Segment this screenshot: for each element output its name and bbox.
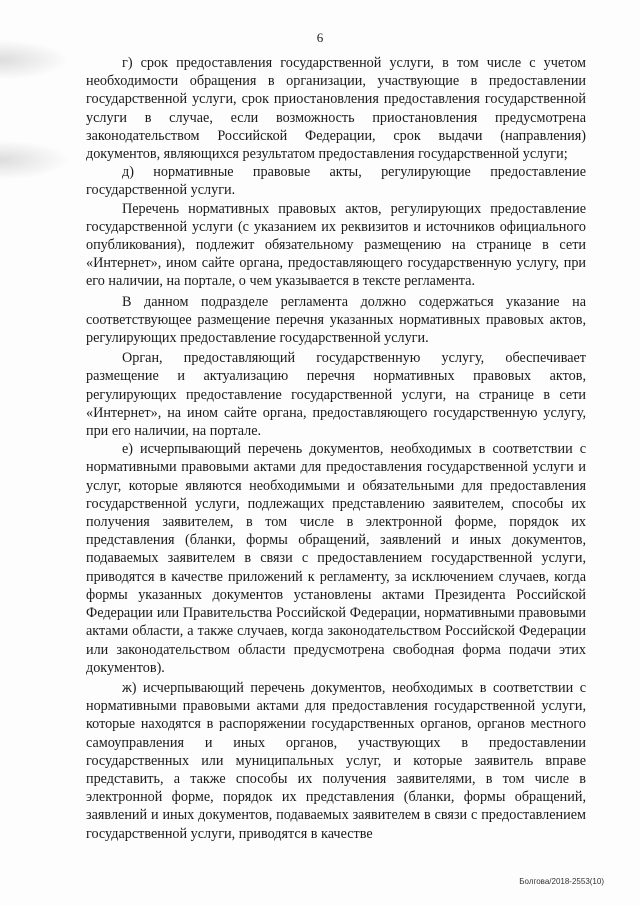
document-footer-code: Болгова/2018-2553(10) — [519, 877, 604, 886]
page-number: 6 — [316, 30, 324, 45]
paragraph-authority-duty: Орган, предоставляющий государственную услугу, обеспечивает размещение и актуализацию перечня нормативных правовых актов, регулирующих предоставление государственной услуги, на странице в сети «Интернет», на ином сайте органа, предоставляющего государственную услугу, при его наличии, на портале. — [86, 350, 586, 440]
scan-artifact — [0, 40, 70, 80]
paragraph-e: е) исчерпывающий перечень документов, необходимых в соответствии с нормативными правовыми актами для предоставления государственной услуги и услуг, которые являются необходимыми и обязательными для предоставления государственной услуги, подлежащих представлению заявителем, способы их получения заявителем, в том числе в электронной форме, порядок их представления (бланки, формы обращений, заявлений и иных документов, подаваемых заявителем в связи с предоставлением государственной услуги, приводятся в качестве приложений к регламенту, за исключением случаев, когда формы указанных документов установлены актами Президента Российской Федерации или Правительства Российской Федерации, нормативными правовыми актами области, а также случаев, когда законодательством Российской Федерации или законодательством области предусмотрена свободная форма подачи этих документов). — [86, 441, 586, 676]
paragraph-d: д) нормативные правовые акты, регулирующие предоставление государственной услуги. — [86, 164, 586, 199]
document-body — [86, 54, 586, 843]
paragraph-g: г) срок предоставления государственной услуги, в том числе с учетом необходимости обращения в организации, участвующие в предоставлении государственной услуги, срок приостановления предоставления государственной услуги в случае, если возможность приостановления предусмотрена законодательством Российской Федерации, срок выдачи (направления) документов, являющихся результатом предоставления государственной услуги; — [86, 55, 586, 163]
paragraph-legal-acts-list: Перечень нормативных правовых актов, регулирующих предоставление государственной услуги (с указанием их реквизитов и источников официального опубликования), подлежит обязательному размещению на странице в сети «Интернет», ином сайте органа, предоставляющего государственную услугу, при его наличии, на портале, о чем указывается в тексте регламента. — [86, 200, 586, 290]
paragraph-zh: ж) исчерпывающий перечень документов, необходимых в соответствии с нормативными правовыми актами для предоставления государственной услуги, которые находятся в распоряжении государственных органов, органов местного самоуправления и иных органов, участвующих в предоставлении государственных или муниципальных услуг, и которые заявитель вправе представить, а также способы их получения заявителями, в том числе в электронной форме, порядок их представления (бланки, формы обращений, заявлений и иных документов, подаваемых заявителем в связи с предоставлением государственной услуги, приводятся в качестве — [86, 679, 586, 842]
paragraph-subsection-note: В данном подразделе регламента должно содержаться указание на соответствующее размещение перечня указанных нормативных правовых актов, регулирующих предоставление государственной услуги. — [86, 293, 586, 347]
scan-artifact — [0, 140, 70, 180]
